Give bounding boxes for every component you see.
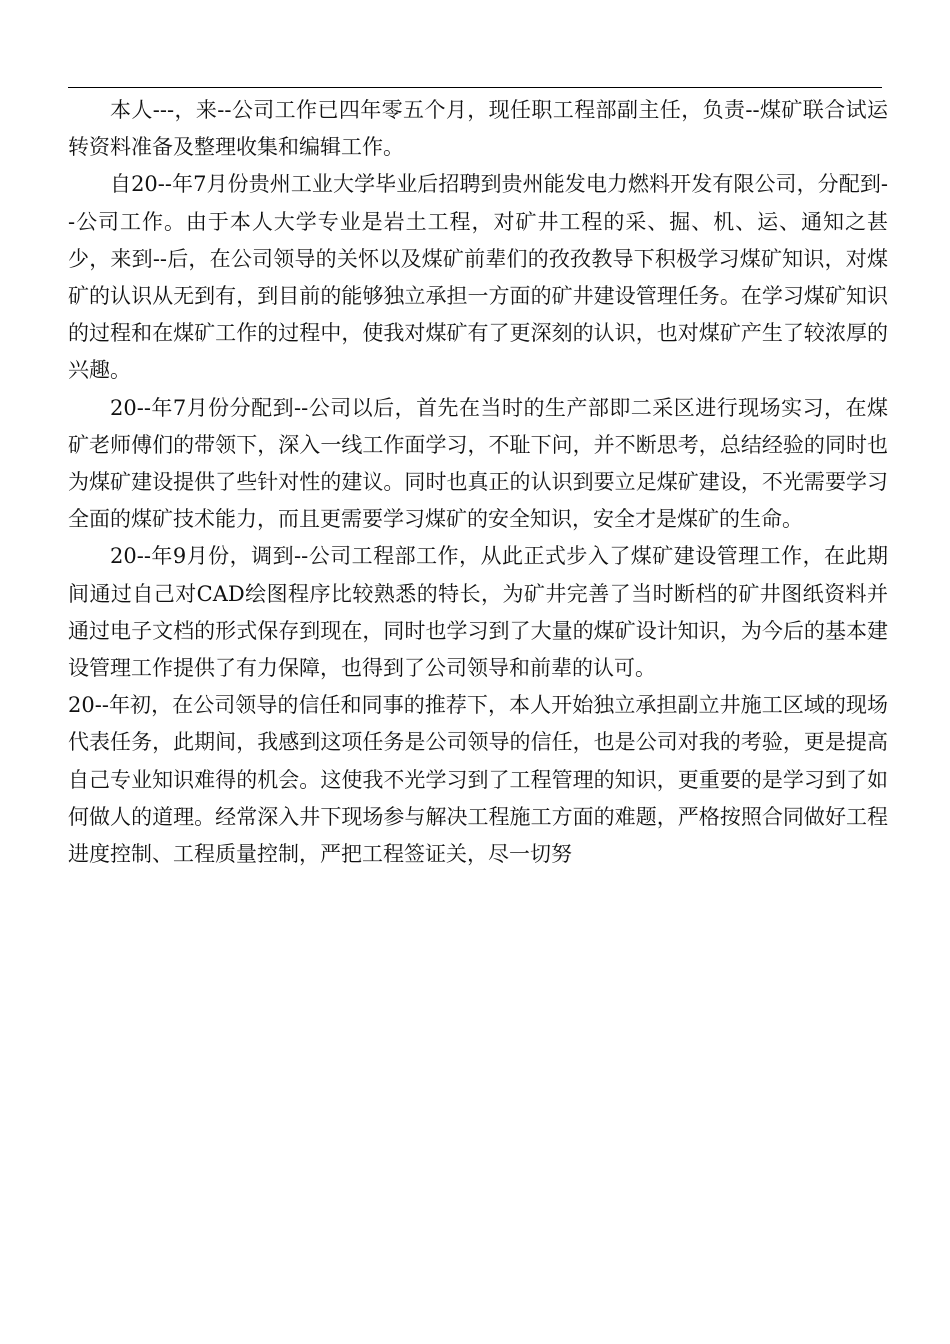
paragraph-2: 自20--年7月份贵州工业大学毕业后招聘到贵州能发电力燃料开发有限公司，分配到--公司工作。由于本人大学专业是岩土工程，对矿井工程的采、掘、机、运、通知之甚少，来到--后，在公司领导的关怀以及煤矿前辈们的孜孜教导下积极学习煤矿知识，对煤矿的认识从无到有，到目前的能够独立承担一方面的矿井建设管理任务。在学习煤矿知识的过程和在煤矿工作的过程中，使我对煤矿有了更深刻的认识，也对煤矿产生了较浓厚的兴趣。 — [68, 172, 888, 383]
header-rule — [68, 87, 882, 88]
paragraph-4: 20--年9月份，调到--公司工程部工作，从此正式步入了煤矿建设管理工作，在此期间通过自己对CAD绘图程序比较熟悉的特长，为矿井完善了当时断档的矿井图纸资料并通过电子文档的形式保存到现在，同时也学习到了大量的煤矿设计知识，为今后的基本建设管理工作提供了有力保障，也得到了公司领导和前辈的认可。 — [68, 544, 888, 681]
paragraph-3: 20--年7月份分配到--公司以后，首先在当时的生产部即二采区进行现场实习，在煤矿老师傅们的带领下，深入一线工作面学习，不耻下问，并不断思考，总结经验的同时也为煤矿建设提供了些针对性的建议。同时也真正的认识到要立足煤矿建设，不光需要学习全面的煤矿技术能力，而且更需要学习煤矿的安全知识，安全才是煤矿的生命。 — [68, 395, 888, 532]
paragraph-5: 20--年初，在公司领导的信任和同事的推荐下，本人开始独立承担副立井施工区域的现场代表任务，此期间，我感到这项任务是公司领导的信任，也是公司对我的考验，更是提高自己专业知识难得的机会。这使我不光学习到了工程管理的知识，更重要的是学习到了如何做人的道理。经常深入井下现场参与解决工程施工方面的难题，严格按照合同做好工程进度控制、工程质量控制，严把工程签证关，尽一切努 — [68, 693, 888, 867]
paragraph-1: 本人---，来--公司工作已四年零五个月，现任职工程部副主任，负责--煤矿联合试运转资料准备及整理收集和编辑工作。 — [68, 98, 888, 160]
document-body — [68, 92, 888, 873]
